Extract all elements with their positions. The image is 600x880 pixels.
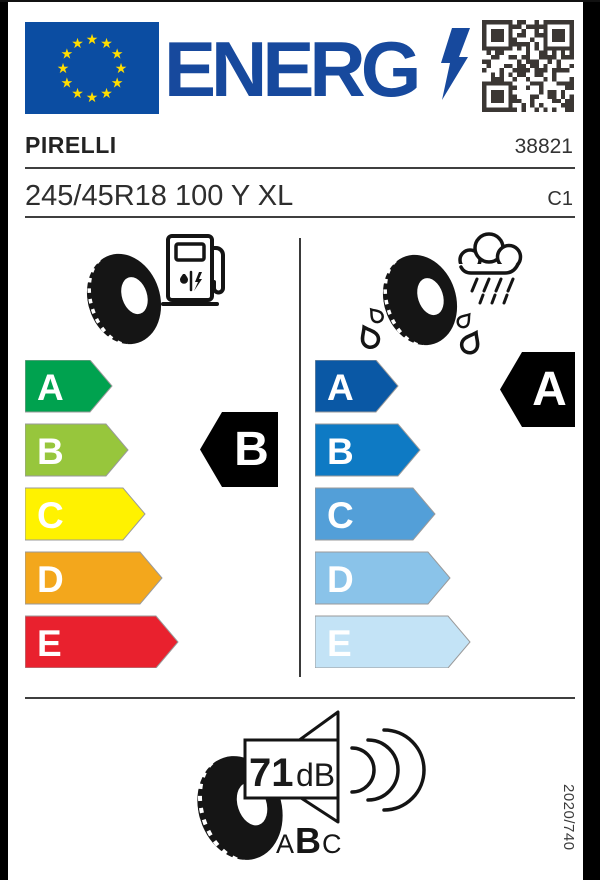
eu-star-icon: ★ [71,34,84,51]
fuel-efficiency-grade-c-label: C [37,495,64,536]
wet-grip-rating-letter: A [532,363,567,416]
fuel-efficiency-grade-e-label: E [37,623,62,664]
brand-name: PIRELLI [25,132,117,158]
wet-grip-grade-b-label: B [327,431,354,472]
wet-grip-grade-e-label: E [327,623,352,664]
wet-grip-grade-c-label: C [327,495,354,536]
noise-class-c: C [322,829,342,859]
eu-star-icon: ★ [110,45,124,62]
eu-star-icon: ★ [114,60,128,76]
fuel-efficiency-rating-letter: B [234,423,269,476]
eu-star-icon: ★ [56,60,70,76]
eu-star-icon: ★ [85,89,99,105]
center-divider-line [299,238,301,677]
tyre-class: C1 [547,188,573,210]
regulation-reference: 2020/740 [560,784,577,851]
tyre-size-row [25,180,573,213]
fuel-efficiency-grade-a-label: A [37,367,64,408]
eu-flag-icon [25,22,159,114]
label-border-left [0,0,8,880]
tire-icon [73,244,172,354]
wet-grip-grade-d-label: D [327,559,354,600]
tire-icon [369,245,468,355]
eu-star-icon: ★ [71,85,84,102]
noise-unit: dB [296,757,336,793]
eu-star-icon: ★ [110,74,124,91]
noise-value: 71 [249,751,294,795]
fuel-efficiency-scale [25,360,185,668]
sound-wave-icon [352,730,424,810]
supplier-row [25,132,573,159]
wet-grip-grade-a-label: A [327,367,354,408]
type-identifier: 38821 [514,135,573,158]
label-border-right [583,0,600,880]
eu-star-icon: ★ [85,31,99,47]
eu-star-icon: ★ [60,74,74,91]
label-border-top [0,0,600,2]
rain-cloud-icon [458,234,521,303]
noise-class-a: A [276,829,295,859]
energy-logo-text: ENERG [164,25,417,113]
noise-class-letters [276,820,342,862]
eu-star-icon: ★ [60,45,74,62]
wet-grip-scale [315,360,475,668]
divider-line [25,697,575,699]
wet-grip-rating-marker [500,352,575,427]
eu-star-icon: ★ [100,85,113,102]
eu-star-icon: ★ [100,34,113,51]
fuel-efficiency-rating-marker [200,412,278,487]
noise-class-b-rated: B [295,820,322,861]
divider-line [25,167,575,169]
fuel-efficiency-grade-b-label: B [37,431,64,472]
divider-line [25,216,575,218]
lightning-bolt-icon [440,28,472,100]
fuel-pump-icon [163,236,223,304]
qr-code-icon [482,20,574,112]
fuel-efficiency-grade-d-label: D [37,559,64,600]
tyre-size-designation: 245/45R18 100 Y XL [25,180,294,212]
